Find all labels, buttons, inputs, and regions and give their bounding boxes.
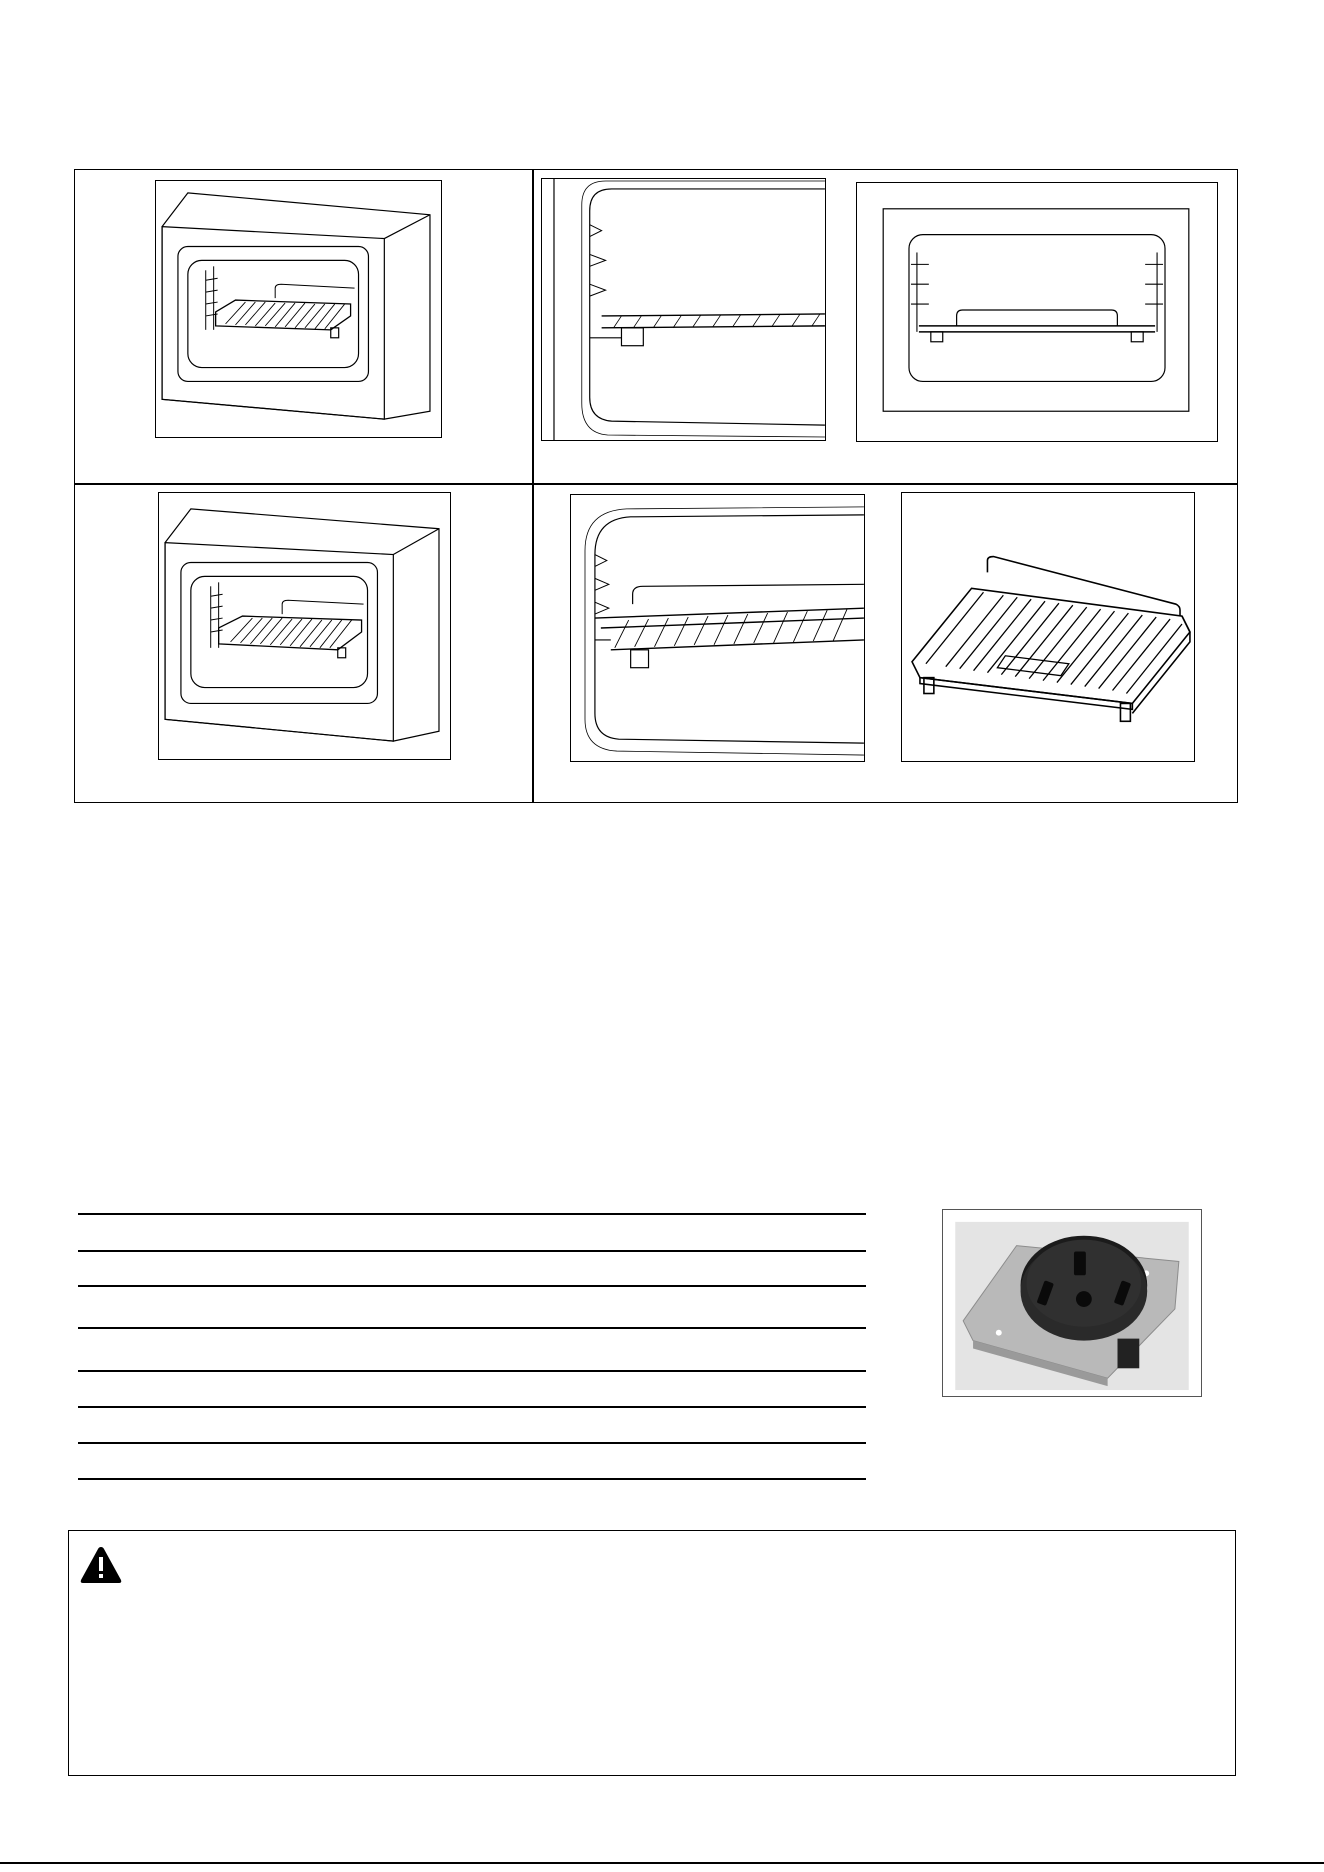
rack-front-view-figure xyxy=(856,182,1218,442)
grid-vertical-divider xyxy=(532,169,534,803)
oven-cavity-figure-1 xyxy=(155,180,442,438)
warning-box xyxy=(68,1530,1236,1776)
table-rule-6 xyxy=(78,1406,866,1408)
rack-guide-closeup-1 xyxy=(541,178,826,441)
table-rule-3 xyxy=(78,1285,866,1287)
table-rule-1 xyxy=(78,1213,866,1215)
rack-guide-closeup-2 xyxy=(570,494,865,762)
table-rule-2 xyxy=(78,1250,866,1252)
page-bottom-rule xyxy=(0,1862,1324,1864)
grid-horizontal-divider xyxy=(74,483,1238,485)
oven-cavity-figure-2 xyxy=(158,492,451,760)
table-rule-8 xyxy=(78,1478,866,1480)
table-rule-5 xyxy=(78,1370,866,1372)
table-rule-7 xyxy=(78,1442,866,1444)
wire-rack-isometric-figure xyxy=(901,492,1195,762)
warning-triangle-icon xyxy=(79,1545,123,1585)
range-outlet-photo xyxy=(942,1209,1202,1397)
table-rule-4 xyxy=(78,1327,866,1329)
